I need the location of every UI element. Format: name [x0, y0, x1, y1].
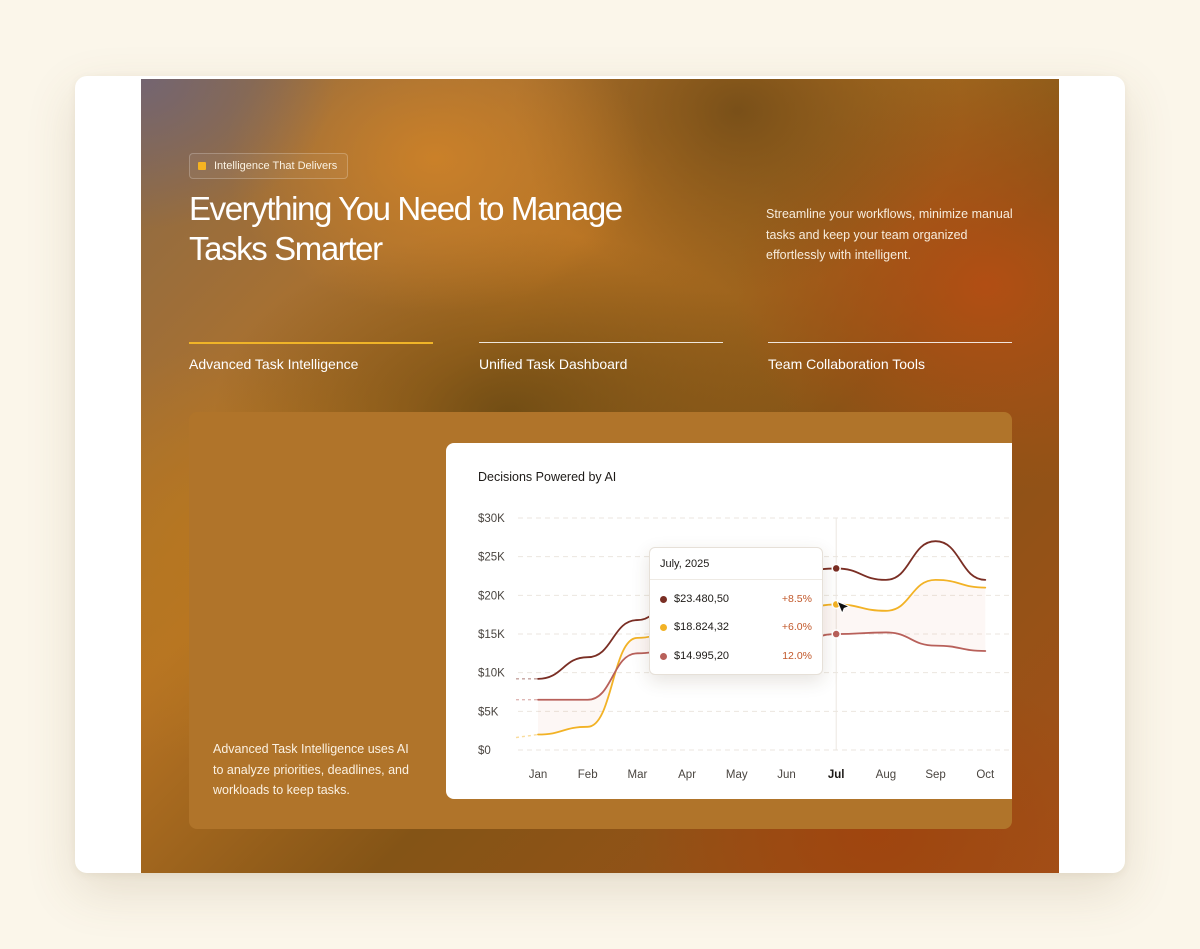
- hero-section: [141, 79, 1059, 873]
- badge-label: Intelligence That Delivers: [214, 160, 338, 172]
- tooltip-row: [660, 619, 812, 635]
- x-tick-label: Oct: [976, 769, 995, 781]
- highlight-point: [832, 630, 840, 638]
- tooltip-value: $23.480,50: [674, 593, 730, 605]
- tab-label: Advanced Task Intelligence: [189, 356, 359, 372]
- tooltip-row: [660, 648, 812, 664]
- chart-card: [446, 443, 1012, 799]
- tooltip-value: $14.995,20: [674, 650, 730, 662]
- tab-indicator: [479, 342, 723, 343]
- tab-advanced-task-intelligence[interactable]: [189, 342, 433, 382]
- x-tick-label: Jul: [827, 769, 845, 781]
- hero-subtext: Streamline your workflows, minimize manual tasks and keep your team organized effortlessly with intelligent.: [766, 207, 1013, 262]
- y-tick-label: $15K: [478, 629, 505, 641]
- x-tick-label: May: [725, 769, 748, 781]
- series-dot-icon: [660, 624, 667, 631]
- series-dot-icon: [660, 596, 667, 603]
- x-tick-label: Mar: [627, 769, 648, 781]
- tooltip-value: $18.824,32: [674, 621, 730, 633]
- tooltip-change: 12.0%: [782, 650, 812, 662]
- page-headline: Everything You Need to Manage Tasks Smarter: [189, 190, 622, 267]
- feature-panel: [189, 412, 1012, 829]
- tab-team-collaboration-tools[interactable]: [768, 342, 1012, 382]
- y-tick-label: $10K: [478, 667, 505, 680]
- y-tick-label: $30K: [478, 513, 505, 525]
- tooltip-change: +8.5%: [781, 593, 812, 605]
- tab-unified-task-dashboard[interactable]: [479, 342, 723, 382]
- series-lead-in: [516, 735, 538, 738]
- tab-label: Unified Task Dashboard: [479, 356, 628, 372]
- tab-indicator: [189, 342, 433, 344]
- screenshot-frame: [75, 76, 1125, 873]
- tab-indicator: [768, 342, 1012, 343]
- y-tick-label: $5K: [478, 706, 499, 719]
- x-tick-label: Jan: [528, 769, 548, 781]
- tooltip-divider: [650, 579, 822, 580]
- series-dot-icon: [660, 653, 667, 660]
- x-tick-label: Sep: [925, 769, 946, 781]
- x-tick-label: Jun: [777, 769, 796, 781]
- y-tick-label: $25K: [478, 551, 505, 564]
- y-tick-label: $0: [478, 745, 491, 757]
- x-tick-label: Apr: [678, 769, 697, 781]
- tooltip-change: +6.0%: [781, 621, 812, 633]
- y-tick-label: $20K: [478, 590, 505, 603]
- highlight-point: [832, 564, 840, 572]
- badge-square-icon: [198, 162, 206, 170]
- tooltip-title: July, 2025: [660, 558, 710, 570]
- chart-tooltip: [649, 547, 823, 675]
- intelligence-badge: [189, 153, 348, 179]
- x-tick-label: Aug: [875, 769, 897, 781]
- chart-title: Decisions Powered by AI: [478, 470, 617, 484]
- tab-label: Team Collaboration Tools: [768, 356, 925, 372]
- panel-description: Advanced Task Intelligence uses AI to analyze priorities, deadlines, and workloads to keep tasks.: [213, 742, 409, 797]
- x-tick-label: Feb: [577, 769, 598, 781]
- tooltip-row: [660, 591, 812, 607]
